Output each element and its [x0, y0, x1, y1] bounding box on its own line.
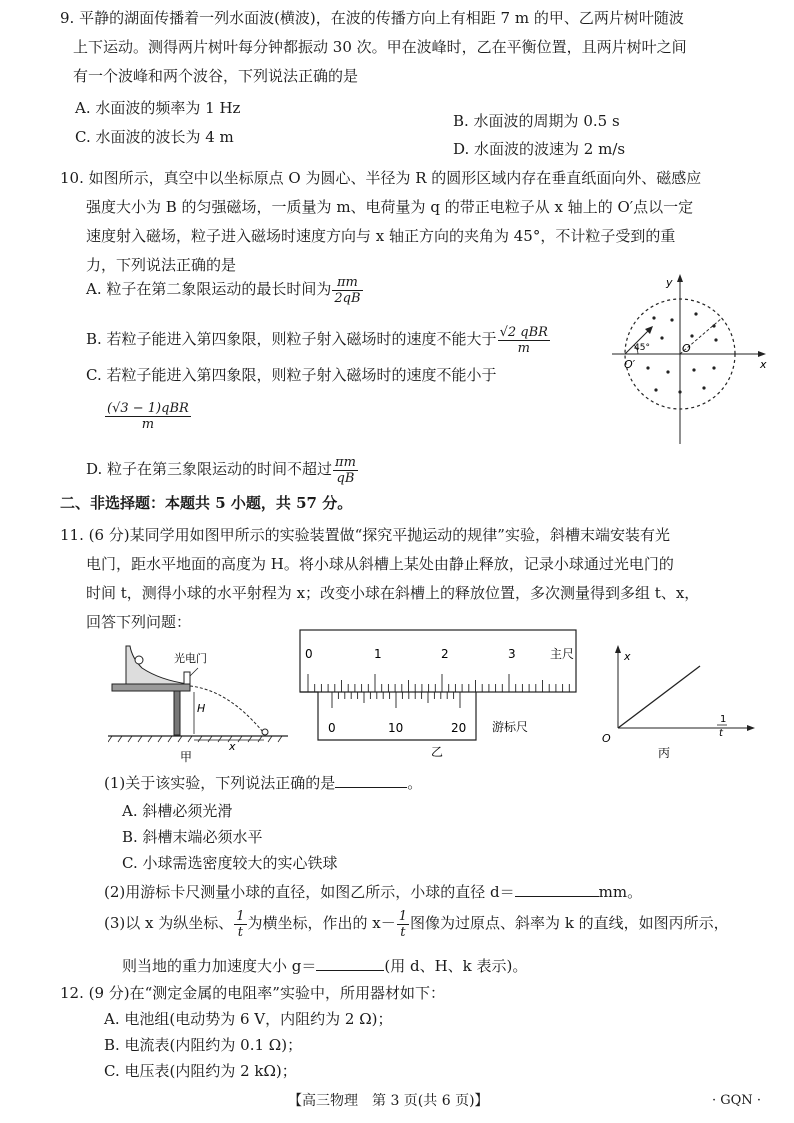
answer-blank[interactable]	[335, 771, 407, 788]
q9-line3: 有一个波峰和两个波谷，下列说法正确的是	[73, 67, 359, 85]
fraction-denominator: t	[237, 924, 243, 940]
q10-line1: 10. 如图所示，真空中以坐标原点 O 为圆心、半径为 R 的圆形区域内存在垂直纸面向外、磁感应	[60, 169, 702, 187]
y-axis-arrow-icon	[677, 274, 683, 282]
q11-line3: 时间 t，测得小球的水平射程为 x；改变小球在斜槽上的释放位置，多次测量得到多组 t、x，	[86, 584, 700, 602]
fraction-denominator: m	[517, 340, 530, 356]
section-2-heading: 二、非选择题：本题共 5 小题，共 57 分。	[60, 494, 353, 512]
q10-option-d-fraction	[333, 455, 358, 486]
vernier-scale-ticks	[332, 692, 460, 708]
vernier-tick-label-20: 20	[451, 721, 467, 735]
photogate-label: 光电门	[174, 652, 207, 665]
x-axis-arrow-icon	[758, 351, 766, 357]
q10-magnetic-field-figure	[610, 268, 785, 450]
table-leg	[174, 691, 180, 735]
q11-line1: 11. (6 分)某同学用如图甲所示的实验装置做“探究平抛运动的规律”实验，斜槽末端安装有光	[60, 526, 670, 544]
fraction-numerator: 1	[236, 908, 245, 924]
photogate-leader	[190, 668, 198, 676]
fig-origin-label: O	[682, 342, 691, 355]
ball	[135, 656, 143, 664]
q10-option-c-text: C. 若粒子能进入第四象限，则粒子射入磁场时的速度不能小于	[86, 366, 497, 384]
photogate	[184, 672, 190, 684]
graph-x-label-denominator: t	[719, 728, 723, 739]
q11-part1-end: 。	[407, 774, 423, 792]
one-over-t-fraction	[397, 909, 409, 940]
range-label: x	[229, 740, 236, 753]
q12-item-c: C. 电压表(内阻约为 2 kΩ)；	[104, 1062, 297, 1080]
q9-option-a: A. 水面波的频率为 1 Hz	[75, 99, 241, 117]
answer-blank[interactable]	[316, 954, 384, 971]
ground-hatch	[108, 736, 282, 742]
fraction-numerator: πm	[332, 275, 362, 291]
q11-part3-text-a: (3)以 x 为纵坐标、	[104, 914, 234, 932]
vernier-tick-label-0: 0	[328, 721, 336, 735]
landed-ball	[262, 729, 268, 735]
q10-option-a	[86, 272, 364, 306]
q11-part3-text-e: (用 d、H、k 表示)。	[384, 957, 528, 975]
q10-line3: 速度射入磁场，粒子进入磁场时速度方向与 x 轴正方向的夹角为 45°，不计粒子受到的重	[86, 227, 676, 245]
answer-blank[interactable]	[515, 880, 599, 897]
graph-x-arrow-icon	[747, 725, 755, 731]
q9-option-c: C. 水面波的波长为 4 m	[75, 128, 234, 146]
caption-jia: 甲	[180, 750, 193, 764]
fig-angle-label: 45°	[634, 343, 650, 353]
graph-origin-label: O	[602, 732, 611, 745]
q11-part3-continued	[122, 954, 527, 977]
fig-o-prime-label: O′	[624, 358, 636, 371]
q10-option-a-fraction	[332, 275, 362, 306]
graph-line	[618, 666, 700, 728]
q12-line1: 12. (9 分)在“测定金属的电阻率”实验中，所用器材如下：	[60, 984, 445, 1002]
q10-option-d-text: D. 粒子在第三象限运动的时间不超过	[86, 460, 333, 478]
q11-line2: 电门，距水平地面的高度为 H。将小球从斜槽上某处由静止释放，记录小球通过光电门的	[86, 555, 674, 573]
q10-option-a-text: A. 粒子在第二象限运动的最长时间为	[86, 280, 332, 298]
fraction-numerator: πm	[335, 454, 356, 470]
fraction-numerator: (√3 − 1)qBR	[107, 400, 189, 416]
table-top	[112, 684, 190, 691]
height-label: H	[197, 702, 206, 715]
q11-part1-option-a: A. 斜槽必须光滑	[122, 802, 233, 820]
q10-option-b	[86, 322, 551, 356]
fraction-denominator: 2qB	[334, 290, 361, 306]
q10-line4: 力，下列说法正确的是	[86, 256, 237, 274]
q11-part1-option-c: C. 小球需选密度较大的实心铁球	[122, 854, 338, 872]
q10-line2: 强度大小为 B 的匀强磁场，一质量为 m、电荷量为 q 的带正电粒子从 x 轴上的 O′点以一定	[86, 198, 694, 216]
vernier-scale-label: 游标尺	[492, 720, 529, 734]
q10-option-c-fraction	[104, 398, 192, 432]
q11-part1	[104, 771, 422, 794]
q10-option-d	[86, 452, 359, 486]
main-scale-label: 主尺	[550, 647, 575, 661]
q10-option-b-fraction	[498, 325, 550, 356]
fraction-denominator: t	[400, 924, 406, 940]
footer-code: · GQN ·	[712, 1093, 761, 1108]
q11-part2-unit: mm。	[598, 883, 643, 901]
q12-item-b: B. 电流表(内阻约为 0.1 Ω)；	[104, 1036, 303, 1054]
q11-part1-text: (1)关于该实验，下列说法正确的是	[104, 774, 336, 792]
q9-option-d: D. 水面波的波速为 2 m/s	[453, 140, 626, 158]
q11-part3	[104, 906, 729, 940]
q11-part1-option-b: B. 斜槽末端必须水平	[122, 828, 263, 846]
q10-option-b-text: B. 若粒子能进入第四象限，则粒子射入磁场时的速度不能大于	[86, 330, 497, 348]
q11-figure-bing-graph	[600, 642, 760, 764]
fig-x-label: x	[760, 358, 767, 371]
q11-part2-text: (2)用游标卡尺测量小球的直径，如图乙所示，小球的直径 d＝	[104, 883, 515, 901]
one-over-t-fraction	[234, 909, 246, 940]
q11-part3-text-c: 图像为过原点、斜率为 k 的直线，如图丙所示，	[410, 914, 729, 932]
q9-line1: 9. 平静的湖面传播着一列水面波(横波)，在波的传播方向上有相距 7 m 的甲、乙两片树叶随波	[60, 9, 684, 27]
q9-option-b: B. 水面波的周期为 0.5 s	[453, 112, 620, 130]
q11-line4: 回答下列问题：	[86, 613, 192, 631]
vernier-tick-label-10: 10	[388, 721, 404, 735]
main-tick-label-3: 3	[508, 647, 516, 661]
q10-option-c-fraction-value	[105, 401, 191, 432]
caption-bing: 丙	[658, 746, 671, 760]
graph-y-arrow-icon	[615, 645, 621, 653]
q11-figure-jia	[108, 642, 293, 764]
q11-figure-yi-vernier-caliper	[296, 628, 582, 764]
caption-yi: 乙	[431, 745, 444, 759]
fraction-numerator: 1	[398, 908, 408, 924]
fraction-denominator: qB	[336, 470, 355, 486]
main-tick-label-0: 0	[305, 647, 313, 661]
fraction-numerator: √2 qBR	[499, 324, 548, 340]
main-tick-label-1: 1	[374, 647, 382, 661]
main-tick-label-2: 2	[441, 647, 449, 661]
graph-x-label-numerator: 1	[720, 714, 727, 725]
fraction-denominator: m	[141, 416, 155, 432]
graph-y-label: x	[624, 650, 631, 663]
q11-part3-text-d: 则当地的重力加速度大小 g＝	[122, 957, 317, 975]
q11-part2	[104, 880, 642, 903]
q12-item-a: A. 电池组(电动势为 6 V，内阻约为 2 Ω)；	[104, 1010, 393, 1028]
q9-line2: 上下运动。测得两片树叶每分钟都振动 30 次。甲在波峰时，乙在平衡位置，且两片树叶之间	[73, 38, 687, 56]
fig-y-label: y	[666, 276, 673, 289]
footer-page-info: 【高三物理 第 3 页(共 6 页)】	[288, 1093, 489, 1109]
q11-part3-text-b: 为横坐标，作出的 x－	[247, 914, 396, 932]
